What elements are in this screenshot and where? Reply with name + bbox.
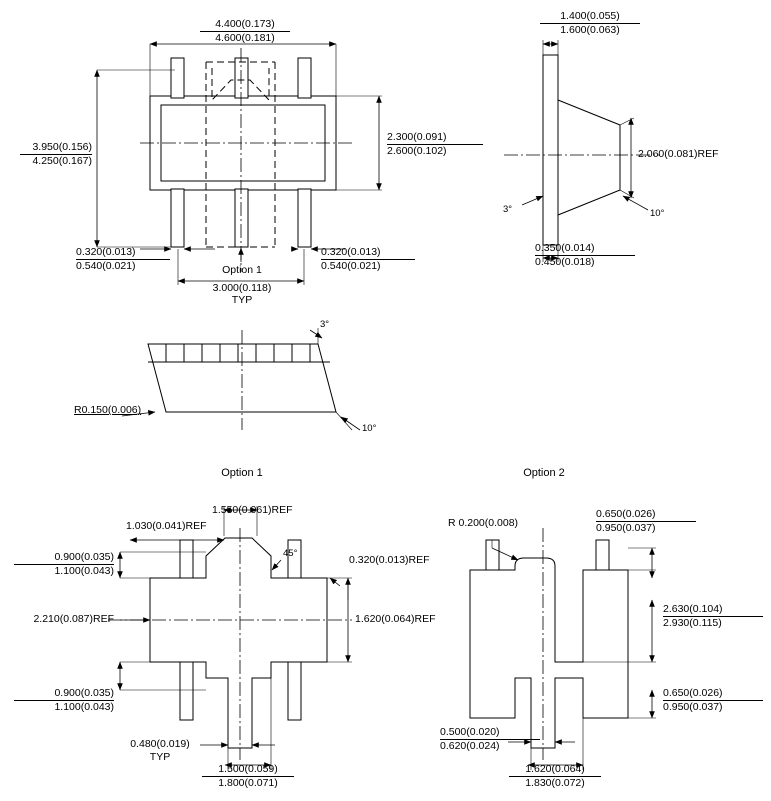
dim-top-lead-pitch: 3.000(0.118) xyxy=(212,282,272,294)
dim-opt2-lower-right: 0.650(0.026) 0.950(0.037) xyxy=(663,687,763,714)
side-view-geometry xyxy=(504,55,660,245)
dim-opt2-corner-radius: R 0.200(0.008) xyxy=(448,517,519,529)
dim-side-lead-span-ref: 2.060(0.081)REF xyxy=(638,148,719,160)
dim-opt2-upper-right: 0.650(0.026) 0.950(0.037) xyxy=(596,508,696,535)
dim-front-corner-radius: R0.150(0.006) xyxy=(74,404,142,416)
dim-opt1-lower-gap: 0.900(0.035) 1.100(0.043) xyxy=(14,687,114,714)
dim-opt1-pad-width-ref: 1.030(0.041)REF xyxy=(126,520,207,532)
dim-front-angle-3: 3° xyxy=(320,319,330,330)
option-1-title: Option 1 xyxy=(221,467,263,479)
dim-opt1-chamfer-angle: 45° xyxy=(283,548,298,559)
dim-opt2-base-width: 1.620(0.064) 1.830(0.072) xyxy=(509,763,601,790)
dim-side-foot-length: 0.350(0.014) 0.450(0.018) xyxy=(535,242,635,269)
dim-side-angle-10: 10° xyxy=(650,208,665,219)
dim-top-body-height: 2.300(0.091) 2.600(0.102) xyxy=(387,131,483,158)
dim-top-body-width: 4.400(0.173) 4.600(0.181) xyxy=(200,18,290,45)
dim-opt1-base-width: 1.500(0.059) 1.800(0.071) xyxy=(202,763,294,790)
dim-opt1-tab-height-ref: 1.620(0.064)REF xyxy=(355,613,436,625)
option1-geometry xyxy=(108,528,352,760)
dim-opt1-stem-width-note: TYP xyxy=(149,751,171,763)
dim-top-lead-width-left: 0.320(0.013) 0.540(0.021) xyxy=(76,246,170,273)
dim-opt2-stem-offset: 0.500(0.020) 0.620(0.024) xyxy=(440,726,540,753)
dim-opt1-stem-width: 0.480(0.019) xyxy=(130,738,190,750)
dim-top-overall-height: 3.950(0.156) 4.250(0.167) xyxy=(20,141,92,168)
dim-top-lead-pitch-note: TYP xyxy=(231,294,253,306)
front-view-geometry xyxy=(148,330,336,430)
dim-opt1-neck-ref: 1.550(0.061)REF xyxy=(212,504,293,516)
dim-side-angle-3: 3° xyxy=(503,204,513,215)
dim-opt1-center-height-ref: 2.210(0.087)REF xyxy=(33,613,114,625)
dim-opt2-center-height: 2.630(0.104) 2.930(0.115) xyxy=(663,603,763,630)
option1-dimension-lines xyxy=(120,506,352,770)
label-option-1-callout: Option 1 xyxy=(222,264,262,276)
dim-side-thickness: 1.400(0.055) 1.600(0.063) xyxy=(540,10,640,37)
dim-opt1-tab-ref: 0.320(0.013)REF xyxy=(349,554,430,566)
top-view-geometry xyxy=(140,48,352,272)
option-2-title: Option 2 xyxy=(523,467,565,479)
dim-front-angle-10: 10° xyxy=(362,423,377,434)
dim-top-lead-width-right: 0.320(0.013) 0.540(0.021) xyxy=(321,246,415,273)
dim-opt1-upper-gap: 0.900(0.035) 1.100(0.043) xyxy=(14,551,114,578)
side-view-dimension-lines xyxy=(522,40,648,262)
